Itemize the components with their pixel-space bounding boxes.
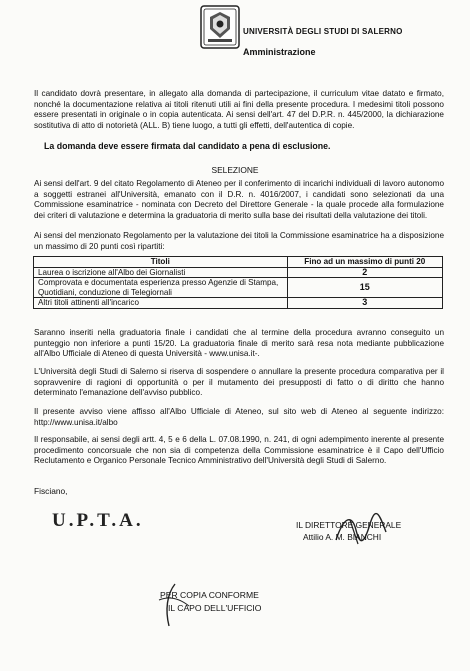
reserve-paragraph: L'Università degli Studi di Salerno si riserva di sospendere o annullare la presente procedura comparativa per il sopravvenire di ragioni di opportunità o per il mutamento dei presupposti di fatto o di diritto che hanno determinato l'emanazione dell'avviso pubblico. — [34, 367, 444, 398]
university-seal-logo — [200, 5, 240, 49]
director-title: IL DIRETTORE GENERALE — [296, 520, 402, 530]
ranking-paragraph: Saranno inseriti nella graduatoria finale i candidati che al termine della procedura avranno conseguito un punteggio non inferiore a punti 15/20. La graduatoria finale di merito sarà resa nota mediante pubblicazione all'Albo Ufficiale di Ateneo di questa Università - www.unisa.it-. — [34, 328, 444, 359]
table-cell-points: 15 — [287, 278, 442, 298]
place-label: Fisciano, — [34, 486, 68, 496]
intro-paragraph: Il candidato dovrà presentare, in allegato alla domanda di partecipazione, il curriculum vitae datato e firmato, nonché la documentazione relativa ai titoli ritenuti utili ai fini della presente procedura. I medesimi titoli possono essere presentati in originale o in copia autenticata. Ai sensi dell'art. 47 del D.P.R. n. 445/2000, la dichiarazione sostitutiva di atto di notorietà (ALL. B) tiene luogo, a tutti gli effetti, dell'autentica di copie. — [34, 89, 444, 131]
office-stamp: U.P.T.A. — [52, 510, 144, 531]
table-cell-points: 3 — [287, 298, 442, 309]
office-name: Amministrazione — [243, 47, 316, 57]
selection-paragraph-1: Ai sensi dell'art. 9 del citato Regolamento di Ateneo per il conferimento di incarichi individuali di lavoro autonomo a soggetti estranei all'Università, emanato con il D.R. n. 4016/2007, i candidati sono selezionati da una Commissione esaminatrice - nominata con Decreto del Direttore Generale - la quale procede alla formulazione dei criteri di valutazione e determina la graduatoria di merito sulla base dei risultati della valutazione dei titoli. — [34, 179, 444, 221]
copy-label: PER COPIA CONFORME — [160, 590, 259, 600]
university-name: UNIVERSITÀ DEGLI STUDI DI SALERNO — [243, 27, 403, 36]
table-row — [34, 267, 443, 278]
publication-paragraph: Il presente avviso viene affisso all'Albo Ufficiale di Ateneo, sul sito web di Ateneo al seguente indirizzo: http://www.unisa.it/albo — [34, 407, 444, 427]
table-cell-points: 2 — [287, 267, 442, 278]
section-title: SELEZIONE — [211, 165, 259, 175]
table-cell-title: Comprovata e documentata esperienza presso Agenzie di Stampa, Quotidiani, conduzione di Telegiornali — [34, 278, 288, 298]
table-header-row — [34, 257, 443, 268]
copy-chief: IL CAPO DELL'UFFICIO — [168, 603, 262, 613]
selection-paragraph-2: Ai sensi del menzionato Regolamento per la valutazione dei titoli la Commissione esaminatrice ha a disposizione un massimo di 20 punti così ripartiti: — [34, 231, 444, 251]
table-cell-title: Laurea o iscrizione all'Albo dei Giornalisti — [34, 267, 288, 278]
signature-notice: La domanda deve essere firmata dal candidato a pena di esclusione. — [44, 141, 331, 151]
table-row — [34, 278, 443, 298]
responsible-paragraph: Il responsabile, ai sensi degli artt. 4, 5 e 6 della L. 07.08.1990, n. 241, di ogni adempimento inerente al presente procedimento concorsuale che non sia di competenza della Commissione esaminatrice è il Capo dell'Ufficio Reclutamento e Organico Personale Tecnico Amministrativo dell'Università degli Studi di Salerno. — [34, 435, 444, 466]
director-name: Attilio A. M. BIANCHI — [303, 532, 382, 542]
scoring-table — [33, 256, 443, 309]
table-header-punti: Fino ad un massimo di punti 20 — [287, 257, 442, 268]
table-row — [34, 298, 443, 309]
table-cell-title: Altri titoli attinenti all'incarico — [34, 298, 288, 309]
table-header-titoli: Titoli — [34, 257, 288, 268]
